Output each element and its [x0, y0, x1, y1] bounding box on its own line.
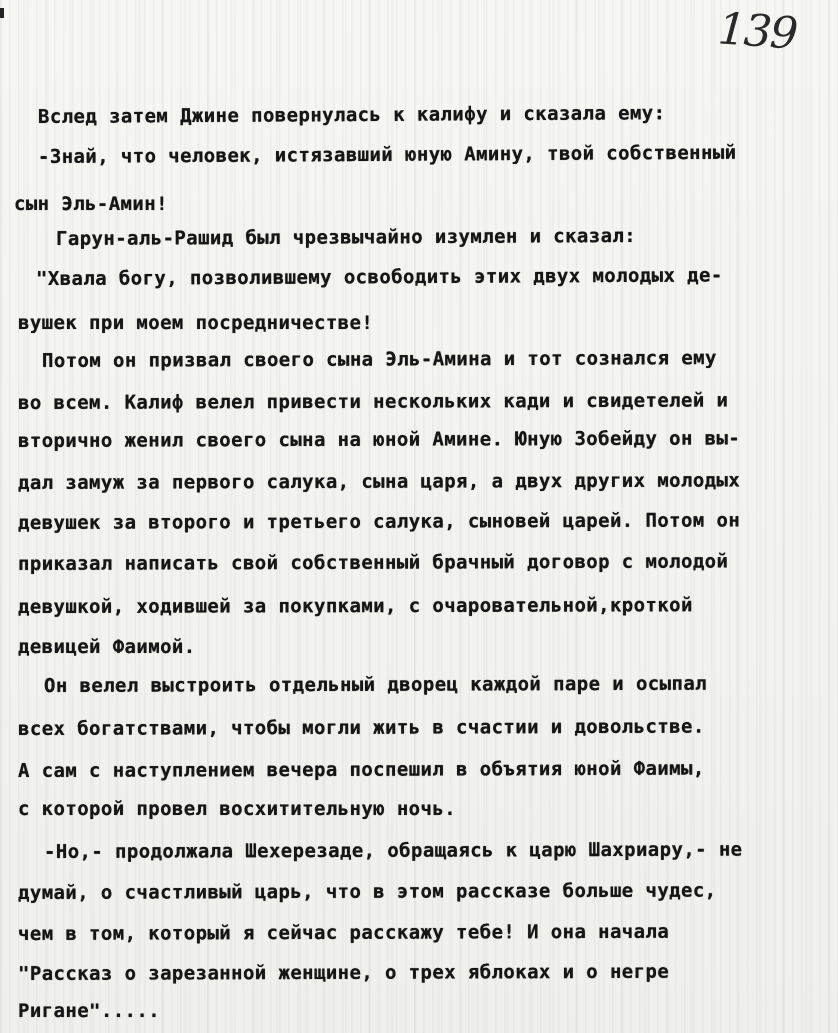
- text-line: -Но,- продолжала Шехерезаде, обращаясь к царю Шахриару,- не: [43, 838, 743, 863]
- text-line: дал замуж за первого салука, сына царя, а двух других молодых: [17, 469, 741, 494]
- text-line: девушкой, ходившей за покупками, с очаровательной,кроткой: [17, 594, 693, 618]
- text-line: А сам с наступлением вечера поспешил в объятия юной Фаимы,: [17, 757, 705, 782]
- text-line: девушек за второго и третьего салука, сыновей царей. Потом он: [17, 509, 741, 534]
- text-line: Ригане".....: [18, 1000, 161, 1022]
- text-line: девицей Фаимой.: [18, 636, 196, 658]
- text-line: приказал написать свой собственный брачный договор с молодой: [17, 550, 729, 575]
- text-line: думай, о счастливый царь, что в этом рассказе больше чудес,: [17, 879, 717, 904]
- handwritten-page-number: 139: [716, 3, 798, 60]
- text-line: вушек при моем посредничестве!: [18, 312, 374, 334]
- text-line: "Хвала богу, позволившему освободить этих двух молодых де-: [35, 264, 723, 290]
- text-line: во всем. Калиф велел привести нескольких кади и свидетелей и: [17, 389, 729, 414]
- text-line: Вслед затем Джине повернулась к калифу и сказала ему:: [37, 102, 666, 128]
- text-line: -Знай, что человек, истязавший юную Амину, твой собственный: [37, 141, 737, 168]
- text-line: "Рассказ о зарезанной женщине, о трех яблоках и о негре: [17, 960, 670, 985]
- text-line: Гарун-аль-Рашид был чрезвычайно изумлен и сказал:: [55, 224, 637, 250]
- text-line: сын Эль-Амин!: [14, 193, 168, 215]
- text-line: вторично женил своего сына на юной Амине. Юную Зобейду он вы-: [17, 427, 741, 452]
- text-line: чем в том, который я сейчас расскажу тебе! И она начала: [17, 920, 670, 945]
- text-line: с которой провел восхитительную ночь.: [18, 798, 457, 820]
- text-line: Потом он призвал своего сына Эль-Амина и тот сознался ему: [41, 347, 717, 372]
- text-line: всех богатствами, чтобы могли жить в счастии и довольстве.: [17, 715, 705, 740]
- text-line: Он велел выстроить отдельный дворец каждой паре и осыпал: [43, 672, 708, 697]
